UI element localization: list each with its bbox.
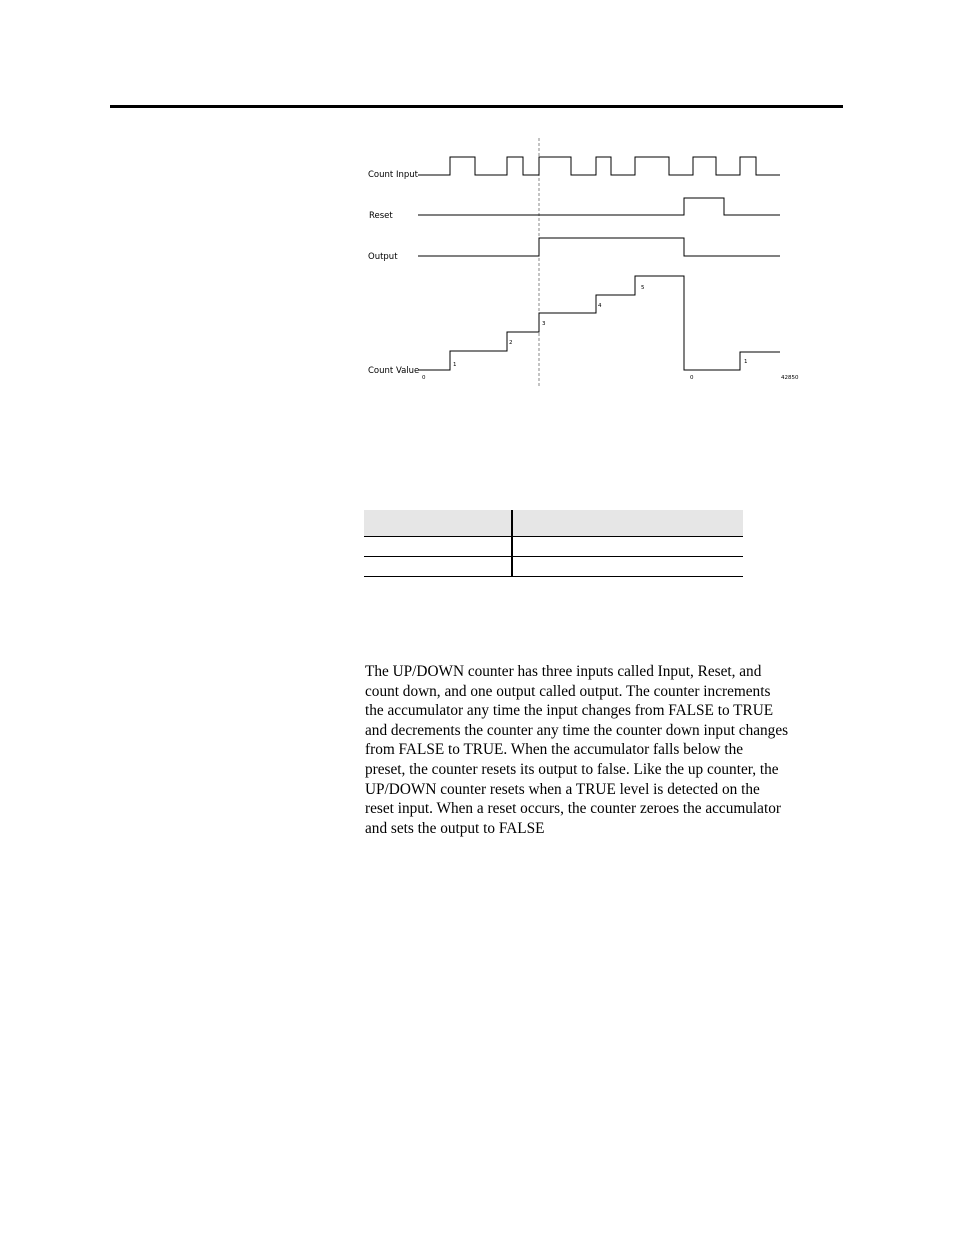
- count-input-label: Count Input: [368, 170, 418, 180]
- body-line: count down, and one output called output. The counter increments: [365, 682, 771, 700]
- table-header-row: [364, 510, 743, 536]
- table-column-divider: [511, 510, 513, 577]
- reset-label: Reset: [369, 211, 393, 221]
- header-rule: [110, 105, 843, 108]
- body-line: and decrements the counter any time the counter down input changes: [365, 721, 789, 739]
- body-line: The UP/DOWN counter has three inputs called Input, Reset, and: [365, 663, 762, 680]
- value-label-5: 5: [641, 285, 645, 291]
- output-waveform: [418, 238, 780, 256]
- body-line: and sets the output to FALSE: [365, 819, 545, 837]
- table-row-rule: [364, 556, 743, 557]
- figure-number: 42850: [781, 375, 799, 381]
- body-line: from FALSE to TRUE. When the accumulator falls below the: [365, 741, 744, 759]
- body-line: preset, the counter resets its output to false. Like the up counter, the: [365, 760, 779, 778]
- value-label-3: 3: [542, 321, 546, 327]
- reset-waveform: [418, 198, 780, 215]
- body-line: reset input. When a reset occurs, the counter zeroes the accumulator: [365, 800, 781, 818]
- output-label: Output: [368, 252, 398, 262]
- timing-diagram: [360, 130, 810, 390]
- count-input-waveform: [418, 157, 780, 175]
- parameter-table: [364, 510, 743, 577]
- value-label-after-reset-step: 1: [744, 359, 748, 365]
- table-bottom-rule: [364, 576, 743, 577]
- count-value-label: Count Value: [368, 366, 420, 376]
- value-label-after-reset: 0: [690, 375, 694, 381]
- table-header-rule: [364, 536, 743, 537]
- count-value-waveform: [418, 276, 780, 370]
- body-line: UP/DOWN counter resets when a TRUE level is detected on the: [365, 780, 760, 798]
- value-label-1: 1: [453, 362, 457, 368]
- body-paragraph: [365, 662, 845, 838]
- value-label-2: 2: [509, 340, 513, 346]
- value-label-start: 0: [422, 375, 426, 381]
- body-line: the accumulator any time the input changes from FALSE to TRUE: [365, 702, 774, 720]
- value-label-4: 4: [598, 303, 602, 309]
